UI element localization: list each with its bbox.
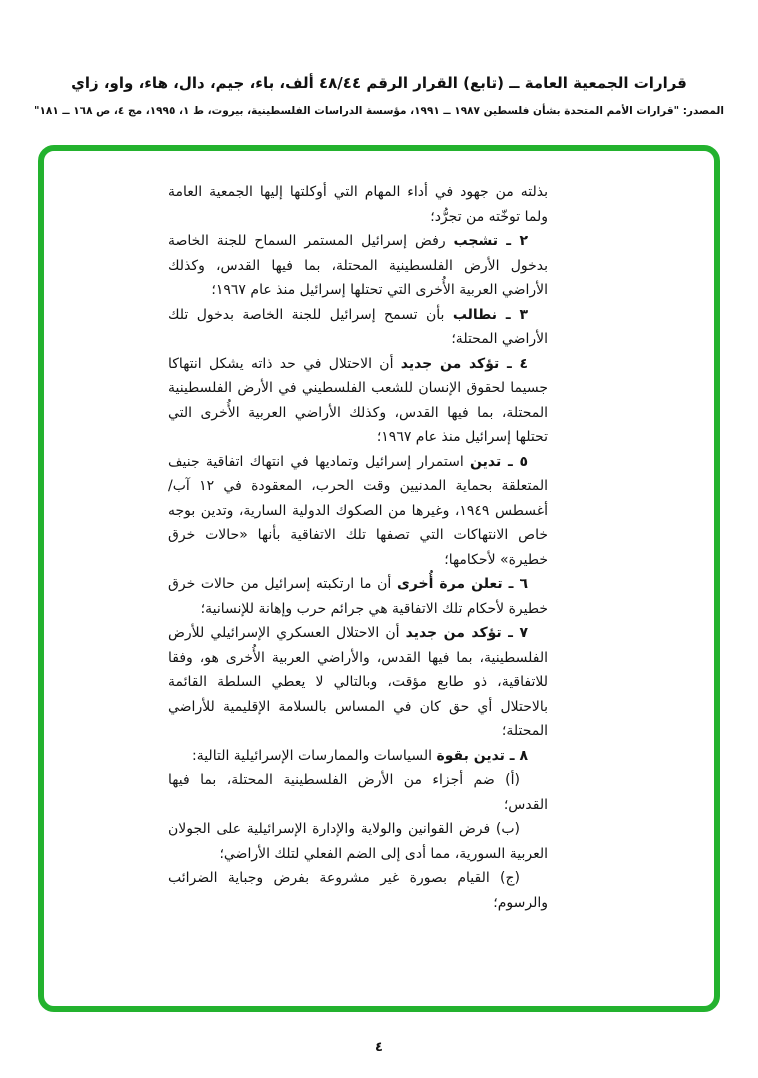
paragraph-text: استمرار إسرائيل وتماديها في انتهاك اتفاقية جنيف المتعلقة بحماية المدنيين وقت الحرب، المعقودة في ١٢ آب/أغسطس ١٩٤٩، وغيرها من الصكوك الدولية السارية، وتدين بوجه خاص الانتهاكات التي تصفها تلك الاتفاقية بأنها «حالات خرق خطيرة» لأحكامها؛ <box>168 453 548 568</box>
paragraph-operative-6 <box>168 572 548 621</box>
page-number: ٤ <box>375 1040 383 1055</box>
paragraph-subitem-b <box>168 817 548 866</box>
paragraph-text: (ب) فرض القوانين والولاية والإدارة الإسرائيلية على الجولان العربية السورية، مما أدى إلى الضم الفعلي لتلك الأراضي؛ <box>168 821 548 862</box>
paragraph-text: (ج) القيام بصورة غير مشروعة بفرض وجباية الضرائب والرسوم؛ <box>168 870 548 911</box>
paragraph-text: بذلته من جهود في أداء المهام التي أوكلتها إليها الجمعية العامة ولما توخّته من تجرُّد؛ <box>168 184 548 225</box>
paragraph-subitem-c <box>168 866 548 915</box>
document-body <box>168 180 548 915</box>
paragraph-text: أن ما ارتكبته إسرائيل من حالات خرق خطيرة لأحكام تلك الاتفاقية هي جرائم حرب وإهانة للإنسانية؛ <box>168 576 548 617</box>
paragraph-text: السياسات والممارسات الإسرائيلية التالية: <box>191 747 437 764</box>
paragraph-text: أن الاحتلال العسكري الإسرائيلي للأرض الفلسطينية، بما فيها القدس، والأراضي العربية الأُخرى هو، وفقا للاتفاقية، ذو طابع مؤقت، وبالتالي لا يعطي السلطة القائمة بالاحتلال أي حق كان في المساس بالسلامة الإقليمية للأراضي المحتلة؛ <box>168 625 548 739</box>
paragraph-lead: ٨ ـ تدين بقوة <box>436 747 528 764</box>
source-citation: المصدر: "قرارات الأمم المتحدة بشأن فلسطين ١٩٨٧ ــ ١٩٩١، مؤسسة الدراسات الفلسطينية، بيروت، ط ١، ١٩٩٥، مج ٤، ص ١٦٨ ــ ١٨١" <box>34 105 724 117</box>
paragraph-operative-2 <box>168 229 548 303</box>
paragraph-text: (أ) ضم أجزاء من الأرض الفلسطينية المحتلة، بما فيها القدس؛ <box>168 772 548 813</box>
paragraph-lead: ٧ ـ تؤكد من جديد <box>405 625 528 641</box>
paragraph-operative-5 <box>168 450 548 573</box>
paragraph-operative-7 <box>168 621 548 744</box>
paragraph-text: بأن تسمح إسرائيل للجنة الخاصة بدخول تلك الأراضي المحتلة؛ <box>168 306 548 347</box>
paragraph-lead: ٣ ـ نطالب <box>452 306 528 323</box>
paragraph-operative-3 <box>168 303 548 352</box>
paragraph-continuation <box>168 180 548 229</box>
paragraph-text: أن الاحتلال في حد ذاته يشكل انتهاكا جسيما لحقوق الإنسان للشعب الفلسطيني في الأرض الفلسطينية المحتلة، بما فيها القدس، وكذلك الأراضي العربية الأُخرى التي تحتلها إسرائيل منذ عام ١٩٦٧؛ <box>168 355 548 445</box>
paragraph-operative-8 <box>168 744 548 769</box>
paragraph-subitem-a <box>168 768 548 817</box>
paragraph-lead: ٥ ـ تدين <box>470 453 528 470</box>
paragraph-text: رفض إسرائيل المستمر السماح للجنة الخاصة بدخول الأرض الفلسطينية المحتلة، بما فيها القدس، وكذلك الأراضي العربية الأُخرى التي تحتلها إسرائيل منذ عام ١٩٦٧؛ <box>168 233 548 298</box>
page-title: قرارات الجمعية العامة ــ (تابع) القرار الرقم ٤٨/٤٤ ألف، باء، جيم، دال، هاء، واو، زاي <box>71 74 687 92</box>
paragraph-operative-4 <box>168 352 548 450</box>
paragraph-lead: ٦ ـ تعلن مرة أُخرى <box>396 576 529 592</box>
paragraph-lead: ٢ ـ تشجب <box>453 233 528 249</box>
paragraph-lead: ٤ ـ تؤكد من جديد <box>400 355 528 372</box>
